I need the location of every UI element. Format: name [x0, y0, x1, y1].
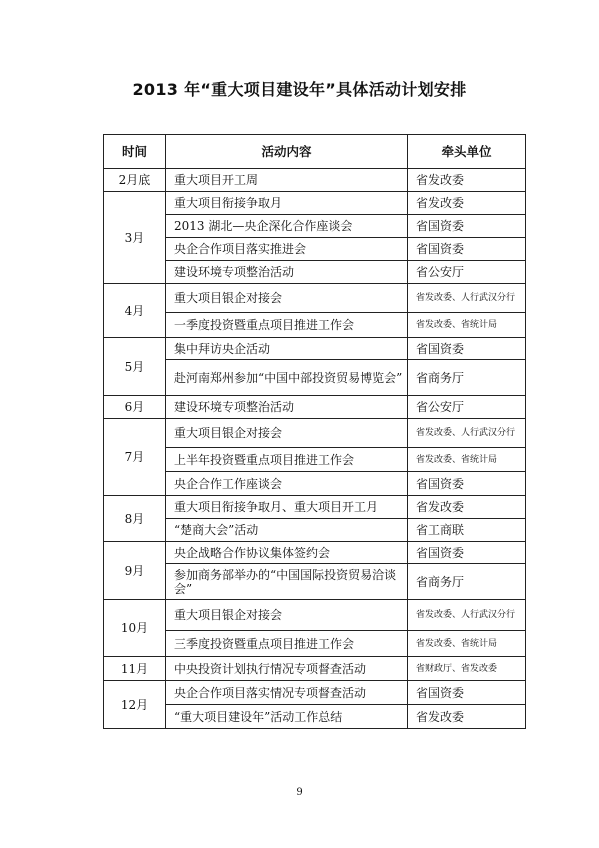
unit-cell: 省国资委 [408, 238, 526, 261]
table-row [104, 261, 526, 284]
unit-cell: 省工商联 [408, 519, 526, 542]
content-cell: 重大项目银企对接会 [166, 284, 408, 313]
unit-cell: 省发改委、人行武汉分行 [408, 419, 526, 448]
unit-cell: 省发改委、省统计局 [408, 313, 526, 338]
table-row [104, 448, 526, 472]
table-row [104, 564, 526, 600]
activity-schedule-table [103, 134, 526, 729]
unit-cell: 省国资委 [408, 215, 526, 238]
unit-cell: 省发改委、人行武汉分行 [408, 600, 526, 631]
unit-cell: 省财政厅、省发改委 [408, 657, 526, 681]
table-row [104, 338, 526, 360]
content-cell: 央企合作项目落实情况专项督查活动 [166, 681, 408, 705]
content-cell: “楚商大会”活动 [166, 519, 408, 542]
content-cell: 赴河南郑州参加“中国中部投资贸易博览会” [166, 360, 408, 396]
table-row [104, 238, 526, 261]
content-cell: 中央投资计划执行情况专项督查活动 [166, 657, 408, 681]
unit-cell: 省商务厅 [408, 564, 526, 600]
content-cell: 2013 湖北—央企深化合作座谈会 [166, 215, 408, 238]
unit-cell: 省商务厅 [408, 360, 526, 396]
header-content: 活动内容 [166, 135, 408, 169]
content-cell: 建设环境专项整治活动 [166, 396, 408, 419]
unit-cell: 省发改委、省统计局 [408, 448, 526, 472]
table-header-row [104, 135, 526, 169]
table-row [104, 657, 526, 681]
unit-cell: 省国资委 [408, 542, 526, 564]
header-unit: 牵头单位 [408, 135, 526, 169]
content-cell: 央企合作项目落实推进会 [166, 238, 408, 261]
unit-cell: 省国资委 [408, 472, 526, 496]
content-cell: 重大项目衔接争取月 [166, 192, 408, 215]
unit-cell: 省发改委 [408, 496, 526, 519]
table-row [104, 496, 526, 519]
content-cell: 集中拜访央企活动 [166, 338, 408, 360]
time-cell: 5月 [104, 338, 166, 396]
content-cell: 重大项目银企对接会 [166, 600, 408, 631]
table-row [104, 631, 526, 657]
table-row [104, 681, 526, 705]
content-cell: 上半年投资暨重点项目推进工作会 [166, 448, 408, 472]
time-cell: 9月 [104, 542, 166, 600]
unit-cell: 省国资委 [408, 338, 526, 360]
unit-cell: 省发改委 [408, 169, 526, 192]
content-cell: 建设环境专项整治活动 [166, 261, 408, 284]
unit-cell: 省发改委 [408, 192, 526, 215]
page-number: 9 [296, 787, 303, 798]
unit-cell: 省发改委 [408, 705, 526, 729]
content-cell: 央企战略合作协议集体签约会 [166, 542, 408, 564]
table-row [104, 169, 526, 192]
unit-cell: 省公安厅 [408, 396, 526, 419]
content-cell: 三季度投资暨重点项目推进工作会 [166, 631, 408, 657]
table-row [104, 215, 526, 238]
time-cell: 2月底 [104, 169, 166, 192]
table-row [104, 600, 526, 631]
content-cell: 参加商务部举办的“中国国际投资贸易洽谈会” [166, 564, 408, 600]
time-cell: 11月 [104, 657, 166, 681]
table-row [104, 360, 526, 396]
time-cell: 3月 [104, 192, 166, 284]
header-time: 时间 [104, 135, 166, 169]
table-row [104, 519, 526, 542]
table-row [104, 472, 526, 496]
unit-cell: 省国资委 [408, 681, 526, 705]
table-row [104, 419, 526, 448]
content-cell: 重大项目银企对接会 [166, 419, 408, 448]
unit-cell: 省发改委、人行武汉分行 [408, 284, 526, 313]
table-row [104, 542, 526, 564]
content-cell: 重大项目衔接争取月、重大项目开工月 [166, 496, 408, 519]
content-cell: 央企合作工作座谈会 [166, 472, 408, 496]
content-cell: 一季度投资暨重点项目推进工作会 [166, 313, 408, 338]
content-cell: “重大项目建设年”活动工作总结 [166, 705, 408, 729]
time-cell: 12月 [104, 681, 166, 729]
table-row [104, 284, 526, 313]
time-cell: 6月 [104, 396, 166, 419]
page-title: 2013 年“重大项目建设年”具体活动计划安排 [132, 80, 467, 99]
content-cell: 重大项目开工周 [166, 169, 408, 192]
time-cell: 8月 [104, 496, 166, 542]
unit-cell: 省发改委、省统计局 [408, 631, 526, 657]
table-row [104, 313, 526, 338]
time-cell: 4月 [104, 284, 166, 338]
table-row [104, 192, 526, 215]
time-cell: 7月 [104, 419, 166, 496]
unit-cell: 省公安厅 [408, 261, 526, 284]
table-row [104, 396, 526, 419]
table-row [104, 705, 526, 729]
time-cell: 10月 [104, 600, 166, 657]
